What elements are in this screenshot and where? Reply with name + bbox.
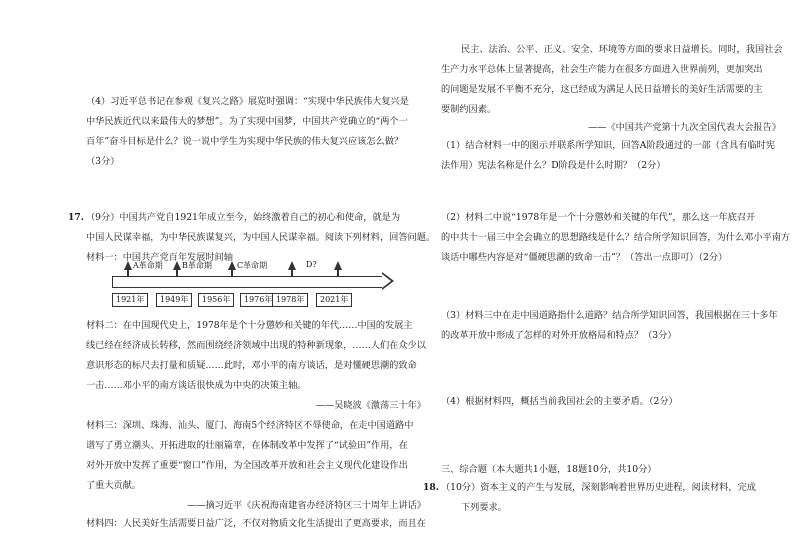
era-c-label: C革命期 — [237, 261, 268, 270]
material-3-source: ——摘习近平《庆祝海南建省办经济特区三十周年上讲话》 — [187, 500, 426, 511]
material-4-line-2: 民主、法治、公平、正义、安全、环境等方面的要求日益增长。同时，我国社会 — [461, 44, 783, 55]
q4-line-4: （3分） — [86, 156, 120, 167]
q18-line-1: 18. （10分）资本主义的产生与发展，深刻影响着世界历史进程，阅读材料，完成 — [441, 478, 781, 498]
q1-line-1: （1）结合材料一中的图示并联系所学知识，回答A阶段通过的一部（含具有临时宪 — [441, 140, 776, 151]
material-2-line-1: 材料二：在中国现代史上，1978年是个十分懲妙和关键的年代……中国的发展主 — [86, 320, 413, 331]
material-3-line-4: 了重大贡献。 — [86, 480, 142, 491]
era-a-label: A革命期 — [133, 261, 163, 270]
q4-line-3: 百年”奋斗目标是什么？说一说中学生为实现中华民族的伟大复兴应该怎么做？ — [86, 136, 404, 147]
material-2-line-4: 一击……邓小平的南方谈话很快成为中央的决策主轴。 — [86, 380, 307, 391]
section-3-heading: 三、综合题（本大题共1小题，18题10分，共10分） — [441, 464, 657, 475]
q2-line-2: 的中共十一届三中全会确立的思想路线是什么？结合所学知识回答，为什么邓小平南方 — [441, 232, 791, 243]
q17-intro-line-1: 17. （9分）中国共产党自1921年成立至今，始终激着自己的初心和使命，就是为 — [86, 208, 426, 228]
material-1-title: 材料一：中国共产党百年发展时间轴 — [86, 252, 233, 263]
q18-line-2: 下列要求。 — [461, 502, 507, 513]
q2-line-3: 谈话中哪些内容是对“僵硬思潮的致命一击”？（答出一点即可）（2分） — [441, 252, 728, 263]
q3-line-1: （3）材料三中在走中国道路指什么道路？结合所学知识回答，我国根据在三十多年 — [441, 310, 778, 321]
year-1949: 1949年 — [156, 293, 192, 307]
year-1976: 1976年 — [240, 293, 276, 307]
material-4-line-4: 的问题是发展不平衡不充分，这已经成为满足人民日益增长的美好生活需要的主 — [441, 84, 763, 95]
material-4-source: ——《中国共产党第十九次全国代表大会报告》 — [588, 122, 781, 133]
q4-right: （4）根据材料四，概括当前我国社会的主要矛盾。（2分） — [441, 396, 678, 407]
q18-number: 18. — [423, 482, 439, 493]
era-b-label: B革命期 — [182, 261, 212, 270]
year-2021: 2021年 — [316, 293, 352, 307]
year-1978: 1978年 — [272, 293, 308, 307]
era-d-label: D? — [306, 260, 317, 269]
material-3-line-1: 材料三：深圳、珠海、汕头、厦门、海南5个经济特区不辱使命，在走中国道路中 — [86, 420, 414, 431]
year-1921: 1921年 — [112, 293, 148, 307]
material-2-source: ——吴晓波《激荡三十年》 — [315, 400, 426, 411]
timeline-bar — [112, 276, 384, 288]
q2-line-1: （2）材料二中说“1978年是一个十分懲妙和关键的年代”，那么这一年底召开 — [441, 212, 756, 223]
q3-line-2: 的改革开放中形成了怎样的对外开放格局和特点？（3分） — [441, 330, 677, 341]
q4-line-1: （4）习近平总书记在参观《复兴之路》展览时强调：“实现中华民族伟大复兴是 — [86, 96, 409, 107]
q4-line-2: 中华民族近代以来最伟大的梦想”。为了实现中国梦，中国共产党确立的“两个一 — [86, 116, 408, 127]
material-2-line-3: 意识形态的标尺去打量和质疑……此时，邓小平的南方谈话，是对懂硬思潮的致命 — [86, 360, 417, 371]
material-4-line-1: 材料四：人民美好生活需要日益广泛，不仅对物质文化生活提出了更高要求，而且在 — [86, 518, 426, 529]
material-3-line-2: 谱写了勇立潮头、开拓进取的壮丽篇章，在体制改革中发挥了“试验田”作用，在 — [86, 440, 408, 451]
material-2-line-2: 线已经在经济成长转移，然而围绕经济领域中出现的特种新现象，……人们在众少以 — [86, 340, 426, 351]
q1-line-2: 法作用）宪法名称是什么？D阶段是什么时期？（2分） — [441, 160, 666, 171]
year-1956: 1956年 — [198, 293, 234, 307]
q17-number: 17. — [68, 212, 84, 223]
timeline — [112, 262, 462, 318]
q17-intro-line-2: 中国人民谋幸福，为中华民族谋复兴，为中国人民谋幸福。阅读下列材料，回答问题。 — [86, 232, 436, 243]
material-4-line-5: 要制约因素。 — [441, 104, 497, 115]
material-4-line-3: 生产力水平总体上显著提高，社会生产能力在很多方面进入世界前列，更加突出 — [441, 64, 763, 75]
material-3-line-3: 对外开放中发挥了重要“窗口”作用，为全国改革开放和社会主义现代化建设作出 — [86, 460, 408, 471]
